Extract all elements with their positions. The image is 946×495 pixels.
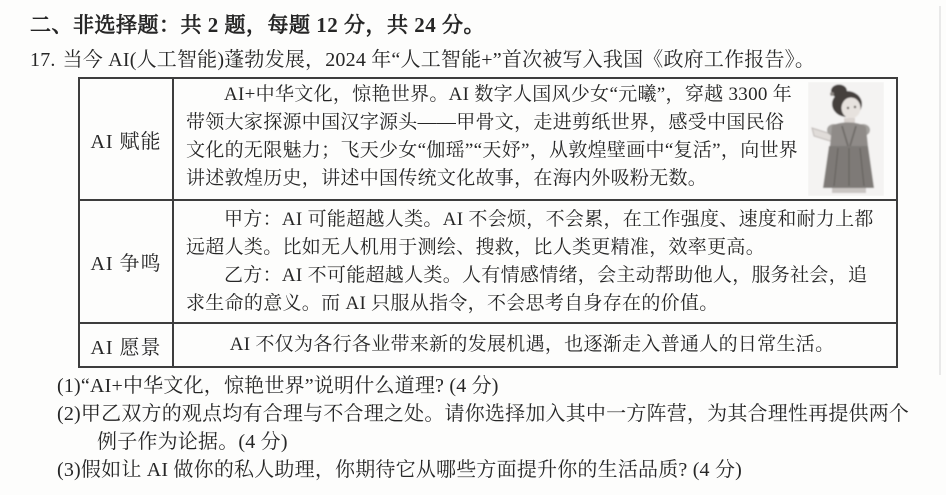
row-content-ai-yuanjing [173,323,897,367]
table-row-ai-zhengming [79,200,897,323]
sub-questions [57,372,915,484]
row-label-ai-yuanjing: AI 愿景 [79,323,173,367]
sub-question-1: (1)“AI+中华文化，惊艳世界”说明什么道理? (4 分) [57,375,499,397]
ai-digital-girl-image [808,82,884,196]
question-intro-text: 当今 AI(人工智能)蓬勃发展，2024 年“人工智能+”首次被写入我国《政府工作报告》。 [62,49,816,71]
table-row-ai-yuanjing [79,323,897,367]
row-content-ai-zhengming [173,200,897,323]
side-b-argument: 乙方：AI 不可能超越人类。人有情感情绪，会主动帮助他人，服务社会，追求生命的意义。而 AI 只服从指令，不会思考自身存在的价值。 [186,264,868,314]
row-content-text-ai-yuanjing: AI 不仅为各行各业带来新的发展机遇，也逐渐走入普通人的日常生活。 [229,334,835,355]
row-content-ai-funeng [173,78,897,200]
sub-question-3: (3)假如让 AI 做你的私人助理，你期待它从哪些方面提升你的生活品质? (4 分) [57,459,743,481]
ai-topic-table [78,77,898,368]
row-label-ai-zhengming: AI 争鸣 [79,200,173,323]
table-row-ai-funeng [79,78,897,200]
question-number: 17. [30,49,56,71]
sub-question-2: (2)甲乙双方的观点均有合理与不合理之处。请你选择加入其中一方阵营，为其合理性再提供两个例子作为论据。(4 分) [57,403,910,453]
question-17-intro [30,43,815,72]
scan-edge-artifact [939,6,941,375]
row-label-ai-funeng: AI 赋能 [79,78,173,200]
section-header: 二、非选择题：共 2 题，每题 12 分，共 24 分。 [30,13,485,37]
side-a-argument: 甲方：AI 可能超越人类。AI 不会烦，不会累，在工作强度、速度和耐力上都远超人类。比如无人机用于测绘、搜救，比人类更精准，效率更高。 [186,208,874,258]
row-content-text-ai-funeng: AI+中华文化，惊艳世界。AI 数字人国风少女“元曦”，穿越 3300 年带领大家探源中国汉字源头——甲骨文，走进剪纸世界，感受中国民俗文化的无限魅力；飞天少女“伽瑶”“天妤”，从敦煌壁画中“复活”，向世界讲述敦煌历史，讲述中国传统文化故事，在海内外吸粉无数。 [186,84,799,189]
